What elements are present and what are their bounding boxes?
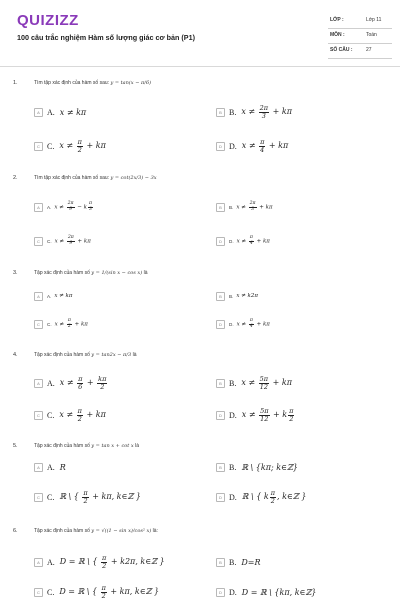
question-number: 1. (13, 80, 18, 86)
option-badge: D (216, 411, 225, 420)
option-formula (241, 105, 292, 119)
prompt-formula: y = tan2x − π/3 (91, 352, 132, 358)
prompt-text: Tập xác định của hàm số (34, 528, 92, 534)
option-letter: B. (229, 107, 237, 117)
fraction (67, 202, 75, 212)
fraction (88, 202, 93, 212)
option-formula (242, 408, 296, 422)
option-badge: B (216, 463, 225, 472)
fraction-denominator: 2 (100, 382, 105, 391)
option-letter: A. (47, 557, 55, 567)
fraction-denominator: 3 (251, 206, 254, 212)
option-letter: C. (47, 141, 55, 151)
option-badge: A (34, 379, 43, 388)
fraction (101, 585, 107, 599)
formula-prefix: x ≠ (241, 410, 259, 419)
question-number: 5. (13, 443, 18, 449)
formula-prefix: x ≠ (236, 321, 248, 328)
fraction-denominator: 2 (270, 496, 275, 505)
formula-prefix: x ≠ (241, 141, 259, 150)
option-formula (54, 202, 94, 212)
answer-option-c[interactable] (34, 140, 106, 152)
formula-suffix: + kπ (83, 141, 106, 150)
question-number: 6. (13, 528, 18, 534)
option-badge: A (34, 463, 43, 472)
option-badge: D (216, 588, 225, 597)
option-letter: D. (229, 587, 237, 597)
fraction-numerator: 2π (67, 200, 74, 206)
formula-suffix: + kπ (254, 321, 270, 328)
option-badge: B (216, 108, 225, 117)
answer-option-c[interactable] (34, 409, 106, 421)
fraction (270, 490, 276, 504)
option-formula: x ≠ kπ (59, 107, 87, 117)
fraction-numerator: 2π (67, 234, 74, 240)
formula-prefix: x ≠ (236, 204, 248, 211)
option-formula (60, 555, 165, 569)
option-letter: B. (229, 462, 237, 472)
option-letter: D. (229, 141, 237, 151)
option-letter: C. (47, 587, 55, 597)
answer-option-d[interactable] (216, 140, 288, 152)
answer-option-b[interactable] (216, 556, 260, 568)
prompt-text: Tập xác định của hàm số (34, 270, 92, 276)
fraction-denominator: 3 (261, 111, 266, 120)
fraction-numerator: π (289, 407, 294, 415)
answer-option-a[interactable] (34, 290, 73, 302)
fraction (77, 376, 83, 390)
formula-suffix: + kπ (75, 238, 91, 245)
question-prompt (34, 352, 136, 358)
fraction-numerator: π (249, 234, 253, 240)
meta-row-class (328, 14, 392, 29)
answer-option-b[interactable] (216, 106, 292, 118)
formula-prefix: x ≠ (54, 321, 66, 328)
option-letter: B. (229, 378, 237, 388)
fraction-denominator: 9 (69, 240, 73, 246)
prompt-text: Tập xác định của hàm số (34, 443, 92, 449)
option-formula: ℝ \ {kπ; k∈ℤ} (241, 462, 298, 472)
fraction-numerator: π (102, 554, 107, 562)
fraction-denominator: 3 (89, 206, 92, 212)
fraction-numerator: 2π (249, 200, 256, 206)
fraction-denominator: 2 (101, 591, 106, 600)
prompt-tail: là (131, 352, 137, 358)
fraction-numerator: π (78, 375, 83, 383)
option-badge: B (216, 292, 225, 301)
answer-option-a[interactable] (34, 106, 86, 118)
formula-prefix: x ≠ (236, 238, 248, 245)
option-letter: C. (47, 492, 55, 502)
answer-option-d[interactable] (216, 586, 316, 598)
fraction (77, 139, 83, 153)
formula-prefix: x ≠ (59, 141, 76, 150)
fraction-denominator: 9 (69, 206, 72, 212)
meta-value: Lớp 11 (366, 17, 382, 23)
option-letter: A. (47, 378, 55, 388)
fraction (77, 408, 83, 422)
formula-suffix: + kπ (270, 107, 292, 116)
prompt-formula: y = tan(x − π/6) (110, 80, 152, 86)
answer-option-b[interactable] (216, 377, 292, 389)
formula-operator: + (84, 378, 97, 387)
option-letter: C. (47, 410, 55, 420)
answer-option-b[interactable] (216, 290, 258, 302)
option-badge: D (216, 237, 225, 246)
quiz-meta (328, 14, 392, 59)
formula-suffix: + kπ (266, 141, 289, 150)
option-badge: A (34, 203, 43, 212)
option-badge: B (216, 203, 225, 212)
fraction (259, 376, 269, 390)
formula-prefix: x ≠ (54, 204, 66, 211)
option-badge: C (34, 411, 43, 420)
option-formula (242, 490, 307, 504)
answer-option-a[interactable] (34, 377, 108, 389)
formula-suffix: + kπ, k∈ℤ } (89, 492, 141, 501)
option-formula (55, 319, 88, 329)
fraction-denominator: 4 (260, 145, 265, 154)
prompt-text: Tìm tập xác định của hàm số sau: (34, 80, 111, 86)
formula-suffix: + k2π, k∈ℤ } (108, 557, 165, 566)
meta-row-count (328, 44, 392, 59)
formula-operator: + k (270, 410, 288, 419)
fraction-denominator: 2 (83, 496, 88, 505)
fraction-denominator: 4 (249, 240, 253, 246)
formula-suffix: + kπ (270, 378, 292, 387)
option-formula: x ≠ kπ (54, 293, 73, 299)
option-badge: C (34, 142, 43, 151)
formula-prefix: D = ℝ \ { (59, 587, 100, 596)
meta-label: SỐ CÂU : (330, 47, 353, 53)
fraction (97, 376, 107, 390)
answer-option-d[interactable] (216, 235, 270, 247)
question-prompt (34, 443, 139, 449)
formula-prefix: x ≠ (59, 378, 77, 387)
answer-option-b[interactable] (216, 201, 273, 213)
question-number: 2. (13, 175, 18, 181)
fraction-denominator: 2 (102, 561, 107, 570)
formula-prefix: D = ℝ \ { (59, 557, 101, 566)
formula-prefix: x ≠ (59, 410, 76, 419)
answer-option-b[interactable] (216, 461, 298, 473)
fraction-denominator: 4 (249, 323, 253, 329)
prompt-text: Tập xác định của hàm số (34, 352, 92, 358)
option-letter: A. (47, 204, 52, 210)
question-number: 3. (13, 270, 18, 276)
fraction-numerator: π (249, 317, 253, 323)
prompt-tail: là: (151, 528, 158, 534)
fraction-numerator: π (270, 489, 275, 497)
quiz-header (0, 0, 400, 66)
quiz-title: 100 câu trắc nghiệm Hàm số lượng giác cơ bản (P1) (17, 33, 195, 42)
question-prompt (34, 80, 151, 86)
fraction-denominator: 2 (289, 414, 294, 423)
option-formula (59, 408, 106, 422)
formula-suffix: + kπ (254, 238, 270, 245)
fraction (67, 236, 75, 246)
option-letter: D. (229, 321, 234, 327)
option-letter: D. (229, 410, 237, 420)
option-badge: C (34, 320, 43, 329)
fraction-denominator: 12 (260, 414, 269, 423)
fraction-denominator: 6 (78, 382, 83, 391)
formula-prefix: x ≠ (241, 378, 258, 387)
answer-option-a[interactable] (34, 461, 66, 473)
prompt-formula: y = tan x + cot x (91, 443, 134, 449)
meta-value: Toán (366, 32, 377, 38)
question-prompt (34, 270, 147, 276)
question-prompt (34, 528, 158, 534)
option-letter: A. (47, 462, 55, 472)
option-formula: D=R (241, 557, 261, 567)
meta-row-subject (328, 29, 392, 44)
fraction (259, 105, 269, 119)
formula-prefix: x ≠ (241, 107, 258, 116)
prompt-text: Tìm tập xác định của hàm số sau: (34, 175, 111, 181)
fraction (101, 555, 107, 569)
option-badge: A (34, 292, 43, 301)
fraction-numerator: 2π (259, 104, 269, 112)
fraction-numerator: π (83, 489, 88, 497)
question-number: 4. (13, 352, 18, 358)
formula-suffix: , k∈ℤ } (276, 492, 307, 501)
option-badge: B (216, 379, 225, 388)
answer-option-c[interactable] (34, 491, 141, 503)
option-badge: D (216, 320, 225, 329)
option-formula: x ≠ k2π (236, 293, 258, 299)
option-formula: D = ℝ \ {kπ, k∈ℤ} (241, 587, 317, 597)
option-formula (237, 236, 270, 246)
option-formula (237, 319, 270, 329)
option-letter: C. (47, 238, 52, 244)
option-formula (60, 376, 109, 390)
fraction-numerator: π (67, 317, 71, 323)
option-badge: C (34, 588, 43, 597)
prompt-formula: y = cot(2x/3) − 3x (110, 175, 157, 181)
option-badge: A (34, 108, 43, 117)
fraction (249, 202, 257, 212)
fraction-denominator: 12 (259, 382, 268, 391)
option-badge: D (216, 142, 225, 151)
option-formula (236, 202, 272, 212)
option-formula (55, 236, 91, 246)
fraction (249, 236, 254, 246)
fraction-numerator: π (77, 407, 82, 415)
meta-label: LỚP : (330, 17, 344, 23)
option-formula: R (59, 462, 66, 472)
fraction-numerator: 5π (259, 375, 269, 383)
option-letter: D. (229, 238, 234, 244)
formula-suffix: + kπ (257, 204, 273, 211)
fraction-numerator: kπ (98, 375, 107, 383)
fraction (288, 408, 294, 422)
option-formula (59, 139, 106, 153)
option-letter: B. (229, 557, 237, 567)
fraction (82, 490, 88, 504)
answer-option-a[interactable] (34, 556, 165, 568)
option-letter: A. (47, 293, 52, 299)
option-badge: C (34, 237, 43, 246)
answer-option-d[interactable] (216, 409, 295, 421)
prompt-tail: là (133, 443, 139, 449)
option-badge: A (34, 558, 43, 567)
header-divider (0, 66, 400, 67)
fraction-numerator: π (77, 138, 82, 146)
fraction (249, 319, 254, 329)
question-prompt (34, 175, 157, 181)
prompt-formula: y = √((1 − sin x)/cos² x) (91, 528, 152, 534)
fraction-numerator: π (101, 584, 106, 592)
meta-value: 27 (366, 47, 372, 53)
formula-prefix: x ≠ (54, 238, 66, 245)
formula-suffix: + kπ, k∈ℤ } (107, 587, 160, 596)
option-letter: C. (47, 321, 52, 327)
fraction-numerator: 5π (260, 407, 269, 415)
formula-suffix: + kπ (72, 321, 88, 328)
formula-operator: − k (75, 204, 87, 211)
fraction-numerator: π (260, 138, 265, 146)
formula-prefix: ℝ \ { k (241, 492, 269, 501)
fraction-denominator: 2 (77, 414, 82, 423)
option-letter: B. (229, 293, 234, 299)
quizizz-logo: QUIZIZZ (17, 12, 79, 29)
option-letter: D. (229, 492, 237, 502)
fraction-denominator: 2 (67, 323, 71, 329)
option-badge: C (34, 493, 43, 502)
option-letter: A. (47, 107, 55, 117)
fraction-numerator: π (88, 200, 92, 206)
prompt-tail: là (142, 270, 148, 276)
prompt-formula: y = 1/(sin x − cos x) (91, 270, 143, 276)
answer-option-c[interactable] (34, 318, 88, 330)
option-badge: B (216, 558, 225, 567)
answer-option-c[interactable] (34, 586, 159, 598)
answer-option-d[interactable] (216, 318, 270, 330)
answer-option-a[interactable] (34, 201, 94, 213)
option-formula (59, 585, 159, 599)
answer-option-d[interactable] (216, 491, 306, 503)
formula-prefix: ℝ \ { (59, 492, 82, 501)
option-letter: B. (229, 204, 234, 210)
fraction (259, 408, 269, 422)
option-formula (242, 139, 289, 153)
formula-suffix: + kπ (83, 410, 106, 419)
option-badge: D (216, 493, 225, 502)
fraction (67, 319, 72, 329)
option-formula (241, 376, 292, 390)
option-formula (59, 490, 141, 504)
answer-option-c[interactable] (34, 235, 91, 247)
meta-label: MÔN : (330, 32, 345, 38)
fraction (259, 139, 265, 153)
fraction-denominator: 2 (77, 145, 82, 154)
